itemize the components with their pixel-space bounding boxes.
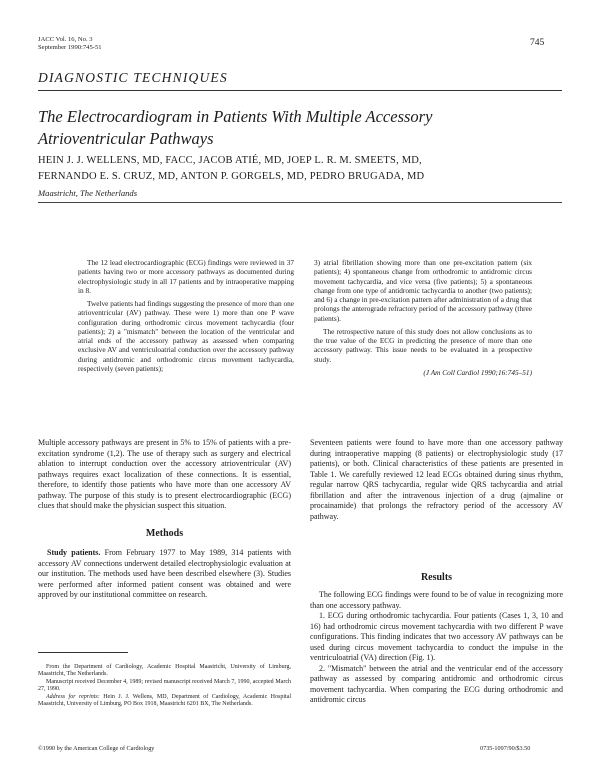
article-title [38, 106, 538, 150]
footnote-affiliation: From the Department of Cardiology, Academic Hospital Maastricht, University of Limburg, Maastricht, The Netherlands. [38, 664, 291, 678]
body-left-column [38, 438, 291, 512]
footnote-reprints [38, 694, 291, 708]
methods-section [38, 548, 291, 601]
section-title: DIAGNOSTIC TECHNIQUES [38, 70, 228, 85]
article-code: 0735-1097/90/$3.50 [480, 745, 531, 752]
abstract-right-column [314, 258, 532, 377]
methods-text: From February 1977 to May 1989, 314 patients with accessory AV connections underwent detailed electrophysiologic evaluation at our institution. The methods used have been described elsewhere (3). Studies were performed after informed patient consent was obtained and were approved by our institutional committee on research. [38, 548, 291, 600]
reprints-text: Hein J. J. Wellens, MD, Department of Cardiology, Academic Hospital Maastricht, University of Limburg, PO Box 1918, Maastricht 6201 BX, The Netherlands. [38, 694, 291, 708]
results-paragraph: The following ECG findings were found to be of value in recognizing more than one accessory pathway. [310, 590, 563, 610]
abstract-paragraph: The retrospective nature of this study does not allow conclusions as to the true value of the ECG in predicting the presence of more than one accessory pathway. This issue needs to be evaluated in a prospective study. [314, 326, 532, 364]
page-number: 745 [530, 38, 545, 48]
journal-citation [38, 36, 102, 52]
authors-line-2: FERNANDO E. S. CRUZ, MD, ANTON P. GORGELS, MD, PEDRO BRUGADA, MD [38, 171, 425, 182]
section-rule [38, 90, 562, 91]
abstract-citation: (J Am Coll Cardiol 1990;16:745–51) [423, 367, 532, 377]
author-list [38, 153, 558, 185]
results-heading: Results [420, 572, 453, 583]
abstract-left-column [78, 258, 294, 377]
methods-heading: Methods [145, 528, 184, 539]
journal-volume: JACC Vol. 16, No. 3 [38, 36, 93, 43]
abstract-paragraph: 3) atrial fibrillation showing more than one pre-excitation pattern (six patients); 4) spontaneous change from orthodromic to antidromic circus movement tachycardia, and vice versa (five patients); 5) a spontaneous change from one type of antidromic tachycardia to another (two patients); and 6) a change in pre-excitation pattern after administration of a drug that prolongs the anterograde refractory period of the accessory pathway (three patients). [314, 258, 533, 323]
abstract-paragraph: Twelve patients had findings suggesting the presence of more than one atrioventricular (AV) pathway. These were 1) more than one P wave configuration during orthodromic circus movement tachycardia (four patients); 2) a "mismatch" between the location of the ventricular and atrial ends of the accessory pathway as assessed when comparing exclusive AV and ventriculoatrial conduction over the accessory pathway during antidromic and orthodromic circus movement tachycardia, respectively (seven patients); [78, 299, 294, 373]
title-line-1: The Electrocardiogram in Patients With Multiple Accessory [38, 107, 433, 126]
results-section [310, 590, 563, 706]
body-paragraph: Seventeen patients were found to have more than one accessory pathway during intraoperative mapping (8 patients) or electrophysiologic study (17 patients), or both. Clinical characteristics of these patients are presented in Table 1. We carefully reviewed 12 lead ECGs obtained during sinus rhythm, regular narrow QRS tachycardia, regular wide QRS tachycardia and atrial fibrillation and after the intravenous injection of a drug (ajmaline or procainamide) that prolongs the refractory period of the accessory AV pathway. [310, 438, 563, 521]
journal-pages: September 1990:745-51 [38, 43, 102, 51]
results-paragraph: 1. ECG during orthodromic tachycardia. Four patients (Cases 1, 3, 10 and 16) had orthodromic circus movement tachycardia with two different P wave configurations. This finding indicates that two accessory AV pathways can be used during circus movement tachycardia to conduct the impulse in the ventriculoatrial (VA) direction (Fig. 1). [310, 611, 563, 663]
copyright-notice: ©1990 by the American College of Cardiology [38, 745, 155, 752]
results-paragraph: 2. "Mismatch" between the atrial and the ventricular end of the accessory pathway as assessed by comparing antidromic and orthodromic circus movement tachycardia. When comparing the ECG during orthodromic and antidromic circus [310, 663, 563, 705]
footnote-rule [38, 652, 128, 653]
intro-paragraph: Multiple accessory pathways are present in 5% to 15% of patients with a pre-excitation syndrome (1,2). The use of therapy such as surgery and electrical ablation to interrupt conduction over the accessory atrioventricular (AV) pathways requires exact localization of these connections. It is essential, therefore, to identify those patients who have more than one accessory AV pathway. The purpose of this study is to present electrocardiographic (ECG) clues that should make the physician suspect this situation. [38, 438, 291, 511]
affiliation: Maastricht, The Netherlands [38, 188, 138, 198]
study-patients-runin: Study patients. [47, 548, 101, 557]
title-line-2: Atrioventricular Pathways [38, 129, 214, 148]
footnotes [38, 664, 291, 710]
reprints-label: Address for reprints: [46, 694, 100, 701]
authors-line-1: HEIN J. J. WELLENS, MD, FACC, JACOB ATIÉ, MD, JOEP L. R. M. SMEETS, MD, [38, 155, 422, 166]
body-right-column [310, 438, 563, 522]
footnote-received: Manuscript received December 4, 1989; revised manuscript received March 7, 1990, accepted March 27, 1990. [38, 679, 291, 693]
methods-paragraph [38, 548, 291, 601]
abstract-paragraph: The 12 lead electrocardiographic (ECG) findings were reviewed in 37 patients having two or more accessory pathways as documented during electrophysiologic study in all 17 patients and by intraoperative mapping in 8. [78, 258, 294, 295]
